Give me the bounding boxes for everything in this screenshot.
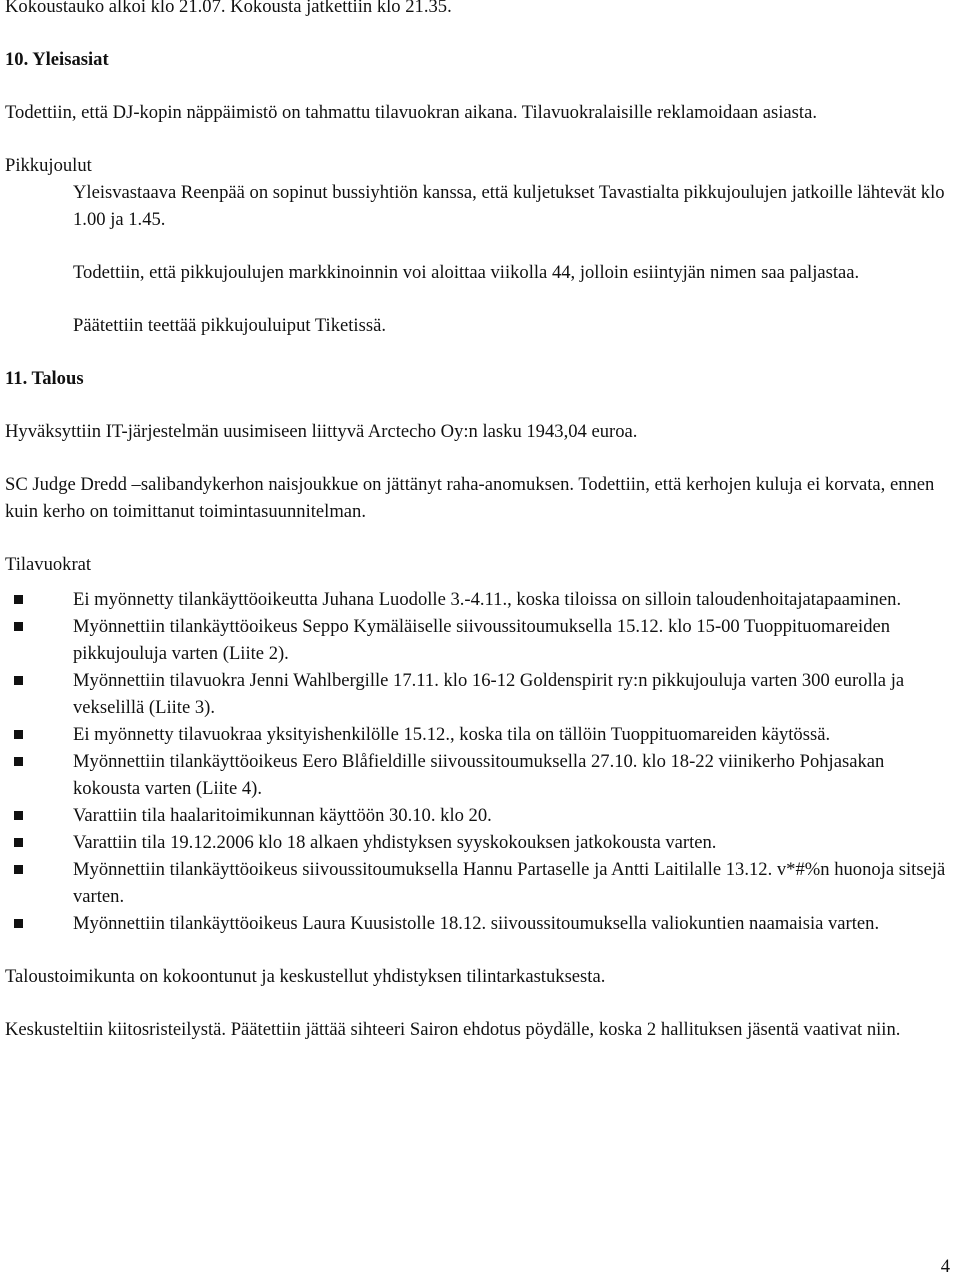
document-page (5, 0, 955, 1043)
list-item: Myönnettiin tilavuokra Jenni Wahlbergille 17.11. klo 16-12 Goldenspirit ry:n pikkujoulujа varten 300 eurolla ja vekselillä (Liite 3). (5, 667, 955, 721)
tilavuokrat-list (5, 586, 955, 937)
list-item: Myönnettiin tilankäyttöoikeus siivoussitoumuksella Hannu Partaselle ja Antti Laitilalle 13.12. v*#%n huonoja sitsejä varten. (5, 856, 955, 910)
section-10-paragraph-4: Päätettiin teettää pikkujouluiput Tiketissä. (73, 315, 386, 336)
list-item: Myönnettiin tilankäyttöoikeus Eero Blåfieldille siivoussitoumuksella 27.10. klo 18-22 viinikerho Pohjasakan kokousta varten (Liite 4). (5, 748, 955, 802)
list-item: Ei myönnetty tilankäyttöoikeutta Juhana Luodolle 3.-4.11., koska tiloissa on silloin taloudenhoitajatapaaminen. (5, 586, 955, 613)
section-10-heading: 10. Yleisasiat (5, 49, 109, 70)
section-10-paragraph-1: Todettiin, että DJ-kopin näppäimistö on tahmattu tilavuokran aikana. Tilavuokralaisille reklamoidaan asiasta. (5, 102, 817, 123)
opening-line: Kokoustauko alkoi klo 21.07. Kokousta jatkettiin klo 21.35. (5, 0, 452, 17)
bullet-square-icon (14, 919, 23, 928)
section-10-paragraph-2: Yleisvastaava Reenpää on sopinut bussiyhtiön kanssa, että kuljetukset Tavastialta pikkujoulujen jatkoille lähtevät klo 1.00 ja 1.45. (73, 182, 945, 230)
tilavuokrat-subheading: Tilavuokrat (5, 554, 92, 575)
list-item: Ei myönnetty tilavuokraa yksityishenkilölle 15.12., koska tila on tällöin Tuoppituomareiden käytössä. (5, 721, 955, 748)
list-item: Myönnettiin tilankäyttöoikeus Seppo Kymäläiselle siivoussitoumuksella 15.12. klo 15-00 Tuoppituomareiden pikkujouluja varten (Liite 2). (5, 613, 955, 667)
list-item: Varattiin tila haalaritoimikunnan käyttöön 30.10. klo 20. (5, 802, 955, 829)
page-number: 4 (940, 1256, 950, 1277)
pikkujoulut-subheading: Pikkujoulut (5, 155, 92, 176)
bullet-square-icon (14, 811, 23, 820)
section-11-heading: 11. Talous (5, 368, 84, 389)
bullet-square-icon (14, 622, 23, 631)
list-item: Varattiin tila 19.12.2006 klo 18 alkaen yhdistyksen syyskokouksen jatkokousta varten. (5, 829, 955, 856)
bullet-square-icon (14, 730, 23, 739)
section-10-paragraph-3: Todettiin, että pikkujoulujen markkinoinnin voi aloittaa viikolla 44, jolloin esiintyjän nimen saa paljastaa. (73, 262, 860, 283)
bullet-square-icon (14, 838, 23, 847)
section-11-paragraph-3: Taloustoimikunta on kokoontunut ja keskustellut yhdistyksen tilintarkastuksesta. (5, 966, 606, 987)
section-11-paragraph-4: Keskusteltiin kiitosristeilystä. Päätettiin jättää sihteeri Sairon ehdotus pöydälle, koska 2 hallituksen jäsentä vaativat niin. (5, 1019, 901, 1040)
section-11-paragraph-1: Hyväksyttiin IT-järjestelmän uusimiseen liittyvä Arctecho Oy:n lasku 1943,04 euroa. (5, 421, 638, 442)
bullet-square-icon (14, 757, 23, 766)
bullet-square-icon (14, 595, 23, 604)
bullet-square-icon (14, 865, 23, 874)
section-11-paragraph-2: SC Judge Dredd –salibandykerhon naisjoukkue on jättänyt raha-anomuksen. Todettiin, että kerhojen kuluja ei korvata, ennen kuin kerho on toimittanut toimintasuunnitelman. (5, 474, 935, 522)
list-item: Myönnettiin tilankäyttöoikeus Laura Kuusistolle 18.12. siivoussitoumuksella valiokuntien naamaisia varten. (5, 910, 955, 937)
bullet-square-icon (14, 676, 23, 685)
